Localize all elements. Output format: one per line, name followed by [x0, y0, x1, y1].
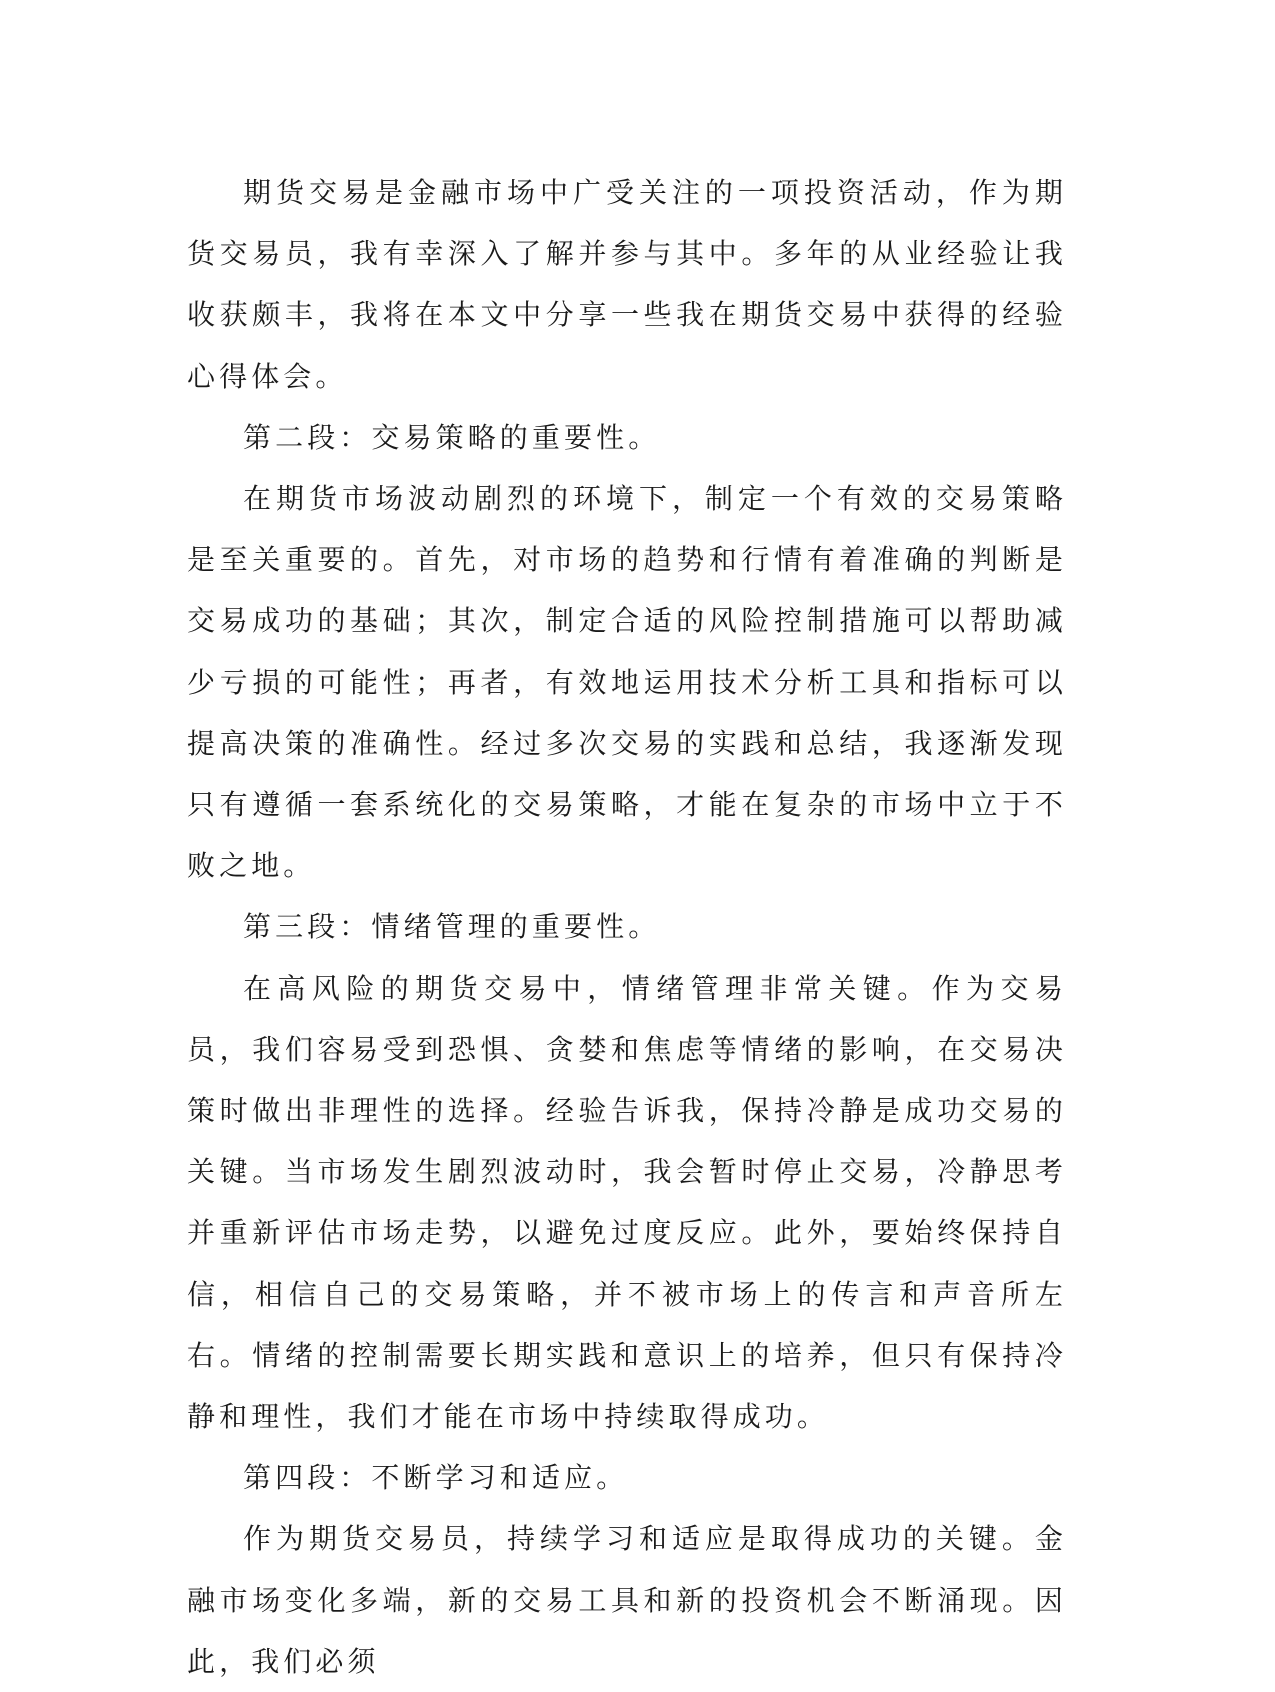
- heading-section-2: 第二段：交易策略的重要性。: [243, 420, 661, 454]
- document-body: [187, 162, 1067, 1692]
- heading-section-4: 第四段：不断学习和适应。: [243, 1461, 629, 1495]
- paragraph-trading-strategy: 在期货市场波动剧烈的环境下，制定一个有效的交易策略是至关重要的。首先，对市场的趋势和行情有着准确的判断是交易成功的基础；其次，制定合适的风险控制措施可以帮助减少亏损的可能性；再者，有效地运用技术分析工具和指标可以提高决策的准确性。经过多次交易的实践和总结，我逐渐发现只有遵循一套系统化的交易策略，才能在复杂的市场中立于不败之地。: [187, 482, 1067, 883]
- paragraph-emotion-management: 在高风险的期货交易中，情绪管理非常关键。作为交易员，我们容易受到恐惧、贪婪和焦虑等情绪的影响，在交易决策时做出非理性的选择。经验告诉我，保持冷静是成功交易的关键。当市场发生剧烈波动时，我会暂时停止交易，冷静思考并重新评估市场走势，以避免过度反应。此外，要始终保持自信，相信自己的交易策略，并不被市场上的传言和声音所左右。情绪的控制需要长期实践和意识上的培养，但只有保持冷静和理性，我们才能在市场中持续取得成功。: [187, 971, 1067, 1434]
- heading-section-3: 第三段：情绪管理的重要性。: [243, 910, 661, 944]
- paragraph-continuous-learning: 作为期货交易员，持续学习和适应是取得成功的关键。金融市场变化多端，新的交易工具和新的投资机会不断涌现。因此，我们必须: [187, 1522, 1067, 1678]
- paragraph-intro: 期货交易是金融市场中广受关注的一项投资活动，作为期货交易员，我有幸深入了解并参与其中。多年的从业经验让我收获颇丰，我将在本文中分享一些我在期货交易中获得的经验心得体会。: [187, 176, 1067, 393]
